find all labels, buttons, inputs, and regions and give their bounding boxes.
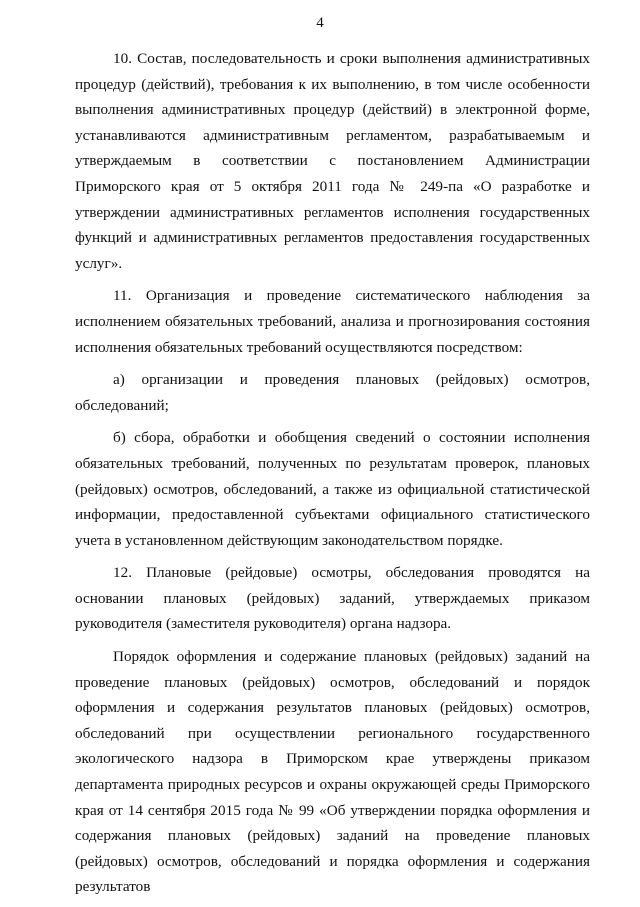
paragraph-11: 11. Организация и проведение систематического наблюдения за исполнением обязательных требований, анализа и прогнозирования состояния исполнения обязательных требований осуществляются посредством: xyxy=(75,287,590,356)
list-item-a: а) организации и проведения плановых (рейдовых) осмотров, обследований; xyxy=(75,371,590,414)
paragraph-10: 10. Состав, последовательность и сроки выполнения административных процедур (действий), требования к их выполнению, в том числе особенности выполнения административных процедур (действий) в электронной форме, устанавливаются административным регламентом, разрабатываемым и утверждаемым в соответствии с постановлением Администрации Приморского края от 5 октября 2011 года № 249-па «О разработке и утверждении административных регламентов исполнения государственных функций и административных регламентов предоставления государственных услуг». xyxy=(75,50,590,272)
paragraph-procedure: Порядок оформления и содержание плановых (рейдовых) заданий на проведение плановых (рейдовых) осмотров, обследований и порядок оформления и содержания результатов плановых (рейдовых) осмотров, обследований при осуществлении регионального государственного экологического надзора в Приморском крае утверждены приказом департамента природных ресурсов и охраны окружающей среды Приморского края от 14 сентября 2015 года № 99 «Об утверждении порядка оформления и содержания плановых (рейдовых) заданий на проведение плановых (рейдовых) осмотров, обследований и порядка оформления и содержания результатов xyxy=(75,648,590,896)
page-number: 4 xyxy=(316,15,324,31)
paragraph-12: 12. Плановые (рейдовые) осмотры, обследования проводятся на основании плановых (рейдовых) заданий, утверждаемых приказом руководителя (заместителя руководителя) органа надзора. xyxy=(75,564,590,633)
list-item-b: б) сбора, обработки и обобщения сведений о состоянии исполнения обязательных требований, полученных по результатам проверок, плановых (рейдовых) осмотров, обследований, а также из официальной статистической информации, предоставленной субъектами официального статистического учета в установленном действующим законодательством порядке. xyxy=(75,429,590,549)
document-body xyxy=(75,46,590,907)
